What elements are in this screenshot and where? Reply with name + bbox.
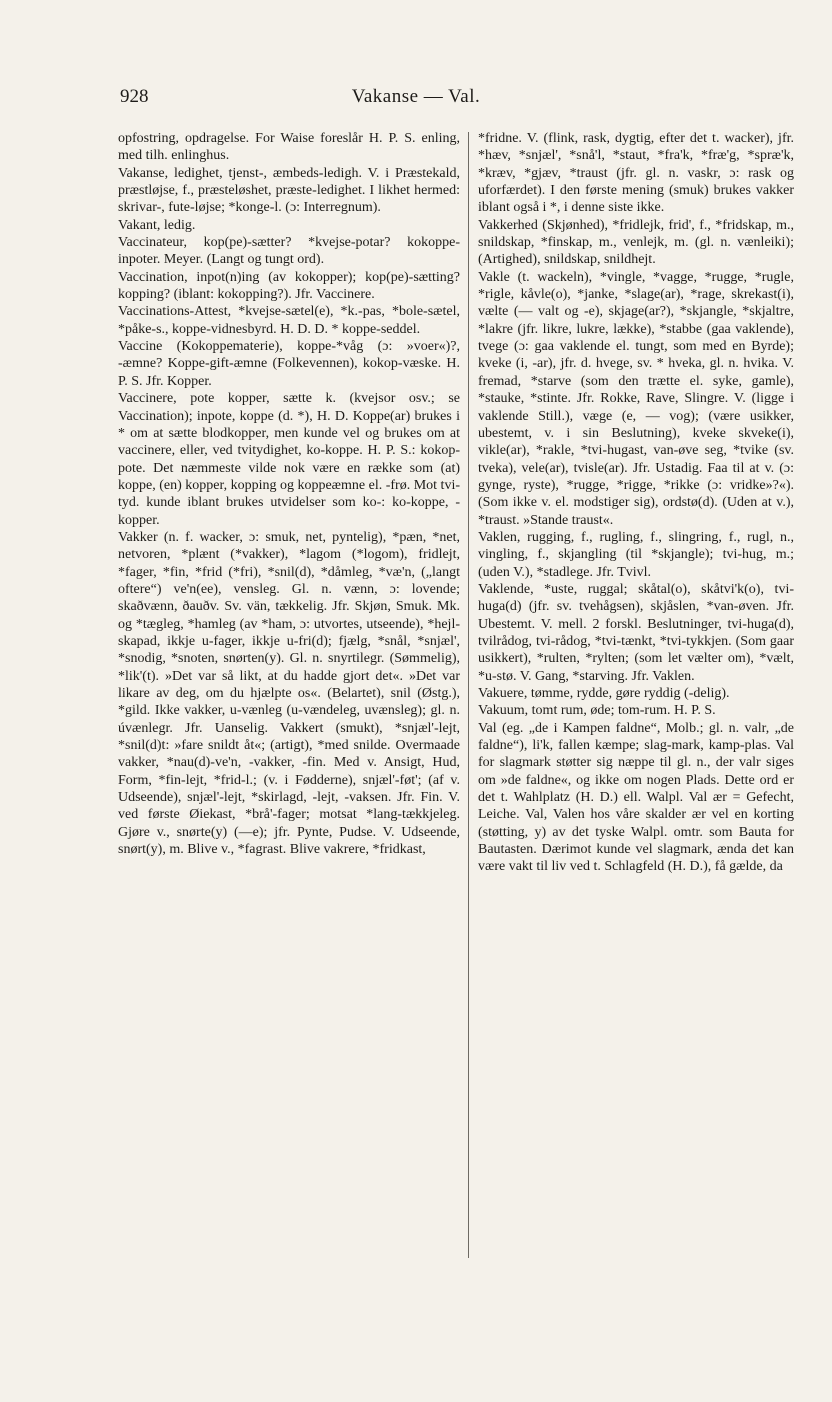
dictionary-entry: *fridne. V. (flink, rask, dygtig, efter det t. wacker), jfr. *hæv, *snjæl', *snå'l, *staut, *fra'k, *fræ'g, *spræ'k, *kræv, *gjæv, *traust (jfr. gl. n. vaskr, ɔ: rask og uforfærdet). I den første mening (smuk) brukes vakker iblant også i *, i denne siste ikke. bbox=[478, 131, 794, 216]
dictionary-entry: Vakker (n. f. wacker, ɔ: smuk, net, pyntelig), *pæn, *net, netvoren, *plænt (*vakker), *lagom (*logom), fridlejt, *fager, *fin, *frid (*fri), *snil(d), *dåmleg, *væ'n, („langt oftere“) ve'n(ee), vensleg. Gl. n. vænn, ɔ: lovende; skaðvænn, ðauðv. Sv. vän, tækkelig. Jfr. Skjøn, Smuk. Mk. og *tægleg, *hamleg (av *ham, ɔ: utvortes, utseende), *hejl-skapad, ikkje u-fager, ikkje u-fri(d); fjælg, *snål, *snjæl', *snodig, *snoten, snørten(y). Gl. n. snyrtilegr. (Sømmelig), *lik'(t). »Det var så likt, at du hadde gjort det«. »Det var likare av deg, om du hjælpte os«. (Belartet), snil (Østg.), *gild. Ikke vakker, u-vænleg (u-vændeleg, uvænsleg); gl. n. úvænlegr. Jfr. Uanselig. Vakkert (smukt), *snjæl'-lejt, *snil(d)t: »fare snildt åt«; (artigt), *med snilde. Overmaade vakker, *nau(d)-ve'n, -vakker, -fin. Med v. Ansigt, Hud, Form, *fin-lejt, *frid-l.; (v. i Fødderne), snjæl'-føt'; (af v. Udseende), snjæl'-lejt, *skirlagd, -lejt, -vaksen. Jfr. Fin. V. ved første Øiekast, *brå'-fager; motsat *lang-tækkjeleg. Gjøre v., snørte(y) (—e); jfr. Pynte, Pudse. V. Udseende, snørt(y), m. Blive v., *fagrast. Blive vakrere, *fridkast, bbox=[118, 529, 460, 858]
dictionary-entry: Vakkerhed (Skjønhed), *fridlejk, frid', f., *fridskap, m., snildskap, *finskap, m., venlejk, m. (gl. n. vænleiki); (Artighed), snildskap, snildhejt. bbox=[478, 217, 794, 268]
dictionary-entry: Vakuum, tomt rum, øde; tom-rum. H. P. S. bbox=[478, 703, 716, 719]
right-column bbox=[478, 130, 794, 876]
dictionary-entry: Vakanse, ledighet, tjenst-, æmbeds-ledigh. V. i Præstekald, præstløjse, f., præsteløshet, præste-ledighet. I likhet hermed: skrivar-, fute-løjse; *konge-l. (ɔ: Interregnum). bbox=[118, 165, 460, 216]
dictionary-entry: Vaklende, *uste, ruggal; skåtal(o), skåtvi'k(o), tvi-huga(d) (jfr. sv. tvehågsen), skjåslen, *van-øven. Jfr. Ubestemt. V. mell. 2 forskl. Beslutninger, tvi-huga(d), tvilrådog, tvi-rådog, *tvi-tænkt, *tvi-tykkjen. (Som gaar usikkert), *rulten, *rylten; (som let vælter om), *vælt, *u-stø. V. Gang, *starving. Jfr. Vaklen. bbox=[478, 581, 794, 684]
dictionary-entry: Vaklen, rugging, f., rugling, f., slingring, f., rugl, n., vingling, f., skjangling (til *skjangle); tvi-hug, m.; (uden V.), *stadlege. Jfr. Tvivl. bbox=[478, 529, 794, 580]
dictionary-entry: Vakle (t. wackeln), *vingle, *vagge, *rugge, *rugle, *rigle, kåvle(o), *janke, *slage(ar), *rage, skrekast(i), vælte (— valt og -e), skjage(ar?), *skjangle, *skjaltre, *lakre (jfr. likre, lukre, lække), *stabbe (gaa vaklende), tvege (ɔ: gaa vaklende el. tungt, som med en Byrde); kveke (i, -ar), jfr. d. hvege, sv. * hveka, gl. n. hvika. V. fremad, *starve (som den trætte el. syke, gamle), *stauke, *stinte. Jfr. Rokke, Rave, Slingre. V. (ligge i vaklende Still.), væge (e, — vog); (være usikker, ubestemt, v. i sin Beslutning), kveke skveke(i), vikle(ar), *rakle, *tvi-hugast, van-øve seg, *tvike (sv. tveka), vele(ar), tvisle(ar). Jfr. Ustadig. Faa til at v. (ɔ: gynge, ryste), *rugge, *rigge, *rikke (ɔ: vridke»?«). (Som ikke v. el. modstiger sig), ordstø(d). (Uden at v.), *traust. »Stande traust«. bbox=[478, 269, 794, 528]
dictionary-entry: Vaccination, inpot(n)ing (av kokopper); kop(pe)-sætting? kopping? (iblant: kokopping?). Jfr. Vaccinere. bbox=[118, 269, 460, 303]
running-title: Vakanse — Val. bbox=[351, 86, 481, 107]
dictionary-entry: Val (eg. „de i Kampen faldne“, Molb.; gl. n. valr, „de faldne“), li'k, fallen kæmpe; slag-mark, kamp-plas. Val for slagmark støtter sig næppe til gl. n., der valr siges om »de faldne«, og ikke om nogen Plads. Dette ord er det t. Wahlplatz (H. D.) ell. Walpl. Val ær = Gefecht, Leiche. Val, Valen hos våre skalder ær vel en korting (støtting, y) av det tyske Walpl. omtr. som Bauta for Bautasten. Dærimot kunde vel slagmark, ænda det kan være vakt til liv ved t. Schlagfeld (H. D.), få gælde, da bbox=[478, 720, 794, 875]
dictionary-entry: Vaccinations-Attest, *kvejse-sætel(e), *k.-pas, *bole-sætel, *påke-s., koppe-vidnesbyrd. H. D. D. * koppe-seddel. bbox=[118, 304, 460, 337]
column-divider bbox=[468, 132, 469, 1258]
dictionary-entry: Vakant, ledig. bbox=[118, 217, 196, 233]
dictionary-entry: Vaccine (Kokoppematerie), koppe-*våg (ɔ: »voer«)?, -æmne? Koppe-gift-æmne (Folkevennen), kokop-væske. H. P. S. Jfr. Kopper. bbox=[118, 339, 460, 389]
page-number: 928 bbox=[120, 86, 149, 107]
page-header bbox=[0, 86, 832, 112]
dictionary-entry: Vakuere, tømme, rydde, gøre ryddig (-delig). bbox=[478, 686, 730, 701]
dictionary-entry: Vaccinateur, kop(pe)-sætter? *kvejse-potar? kokoppe-inpoter. Meyer. (Langt og tungt ord). bbox=[118, 235, 460, 268]
left-column bbox=[118, 130, 460, 858]
dictionary-entry: opfostring, opdragelse. For Waise foreslår H. P. S. enling, med tilh. enlinghus. bbox=[118, 131, 460, 164]
dictionary-entry: Vaccinere, pote kopper, sætte k. (kvejsor osv.; se Vaccination); inpote, koppe (d. *), H. D. Koppe(ar) brukes i * om at sætte blodkopper, men kunde vel og brukes om at vaccinere, eller, ved tvitydighet, ko-koppe. H. P. S.: kokop-pote. Det næmmeste vilde nok være en række som (at) koppe, (en) kopper, kopping og koppeæmne el. -frø. Mot tvi-tyd. kunde iblant brukes utvidelser som ko-: ko-koppe, -kopper. bbox=[118, 391, 460, 528]
